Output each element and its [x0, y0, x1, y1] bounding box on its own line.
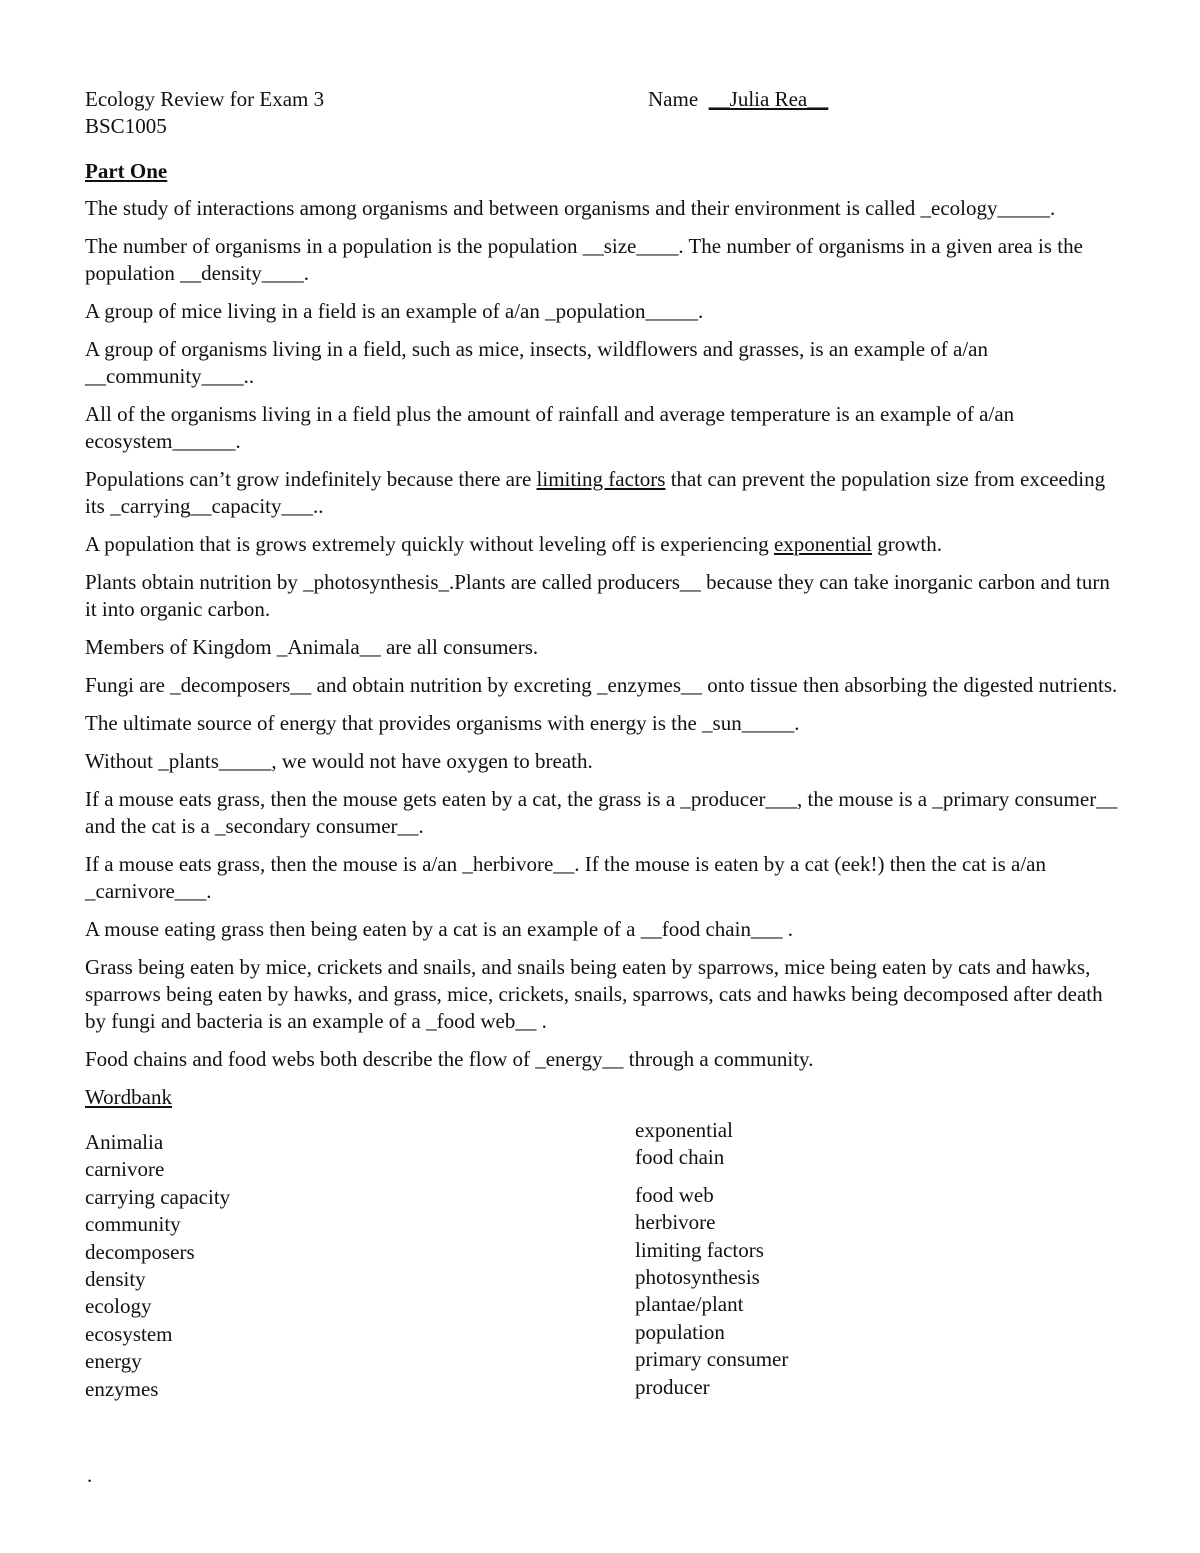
- trailing-mark: .: [87, 1463, 93, 1487]
- wordbank-word: carnivore: [85, 1157, 165, 1182]
- document-title: Ecology Review for Exam 3: [85, 87, 325, 111]
- question-14: If a mouse eats grass, then the mouse is a/an _herbivore__. If the mouse is eaten by a cat (eek!) then the cat is a/an _carnivore___.: [85, 852, 1046, 903]
- wordbank-word: photosynthesis: [635, 1265, 760, 1290]
- wordbank-right-column: [635, 1117, 788, 1401]
- name-value: __Julia Rea__: [708, 87, 829, 111]
- question-1: The study of interactions among organisms and between organisms and their environment is called _ecology_____.: [85, 196, 1056, 220]
- document-page: [85, 86, 1125, 1417]
- wordbank-left-column: [85, 1129, 230, 1403]
- wordbank-word: density: [85, 1267, 146, 1292]
- wordbank-word: plantae/plant: [635, 1292, 744, 1317]
- wordbank-word: population: [635, 1319, 725, 1344]
- wordbank-spacer: [635, 1172, 788, 1182]
- question-7: [85, 531, 1125, 558]
- question-17: Food chains and food webs both describe the flow of _energy__ through a community.: [85, 1047, 814, 1071]
- question-7-text-a: A population that is grows extremely quickly without leveling off is experiencing: [85, 532, 774, 556]
- question-9: Members of Kingdom _Animala__ are all consumers.: [85, 635, 539, 659]
- question-6: [85, 466, 1125, 520]
- question-8: Plants obtain nutrition by _photosynthesis_.Plants are called producers__ because they can take inorganic carbon and turn it into organic carbon.: [85, 570, 1110, 621]
- question-3: A group of mice living in a field is an example of a/an _population_____.: [85, 299, 704, 323]
- wordbank: [85, 1117, 1125, 1417]
- question-6-underlined: limiting factors: [536, 467, 666, 491]
- wordbank-word: herbivore: [635, 1210, 716, 1235]
- question-6-text-a: Populations can’t grow indefinitely because there are: [85, 467, 537, 491]
- question-list: [85, 195, 1125, 1073]
- question-7-underlined: exponential: [773, 532, 872, 556]
- question-7-text-b: growth.: [871, 532, 942, 556]
- name-field: [648, 86, 828, 113]
- wordbank-word: energy: [85, 1349, 142, 1374]
- header-row: [85, 86, 1125, 113]
- wordbank-title: Wordbank: [85, 1085, 172, 1109]
- wordbank-word: primary consumer: [635, 1347, 789, 1372]
- section-title: Part One: [85, 159, 168, 183]
- question-10: Fungi are _decomposers__ and obtain nutrition by excreting _enzymes__ onto tissue then absorbing the digested nutrients.: [85, 673, 1118, 697]
- wordbank-word: Animalia: [85, 1130, 164, 1154]
- name-label: Name: [648, 87, 699, 111]
- question-4: A group of organisms living in a field, such as mice, insects, wildflowers and grasses, is an example of a/an __community____..: [85, 337, 988, 388]
- wordbank-word: carrying capacity: [85, 1184, 231, 1209]
- wordbank-word: ecosystem: [85, 1321, 173, 1346]
- wordbank-word: decomposers: [85, 1239, 195, 1264]
- wordbank-word: community: [85, 1212, 181, 1237]
- wordbank-word: food chain: [635, 1145, 725, 1170]
- course-code: BSC1005: [85, 114, 167, 138]
- wordbank-word: limiting factors: [635, 1237, 764, 1262]
- wordbank-word: exponential: [635, 1118, 733, 1142]
- question-12: Without _plants_____, we would not have oxygen to breath.: [85, 749, 593, 773]
- question-11: The ultimate source of energy that provides organisms with energy is the _sun_____.: [85, 711, 800, 735]
- question-16: Grass being eaten by mice, crickets and snails, and snails being eaten by sparrows, mice being eaten by cats and hawks, sparrows being eaten by hawks, and grass, mice, crickets, snails, sparrows, cats and hawks being decomposed after death by fungi and bacteria is an example of a _food web__ .: [85, 955, 1103, 1033]
- question-13: If a mouse eats grass, then the mouse gets eaten by a cat, the grass is a _producer___, the mouse is a _primary consumer__ and the cat is a _secondary consumer__.: [85, 787, 1118, 838]
- question-2: The number of organisms in a population is the population __size____. The number of organisms in a given area is the population __density____.: [85, 234, 1083, 285]
- wordbank-word: producer: [635, 1374, 710, 1399]
- wordbank-word: ecology: [85, 1294, 152, 1319]
- question-5: All of the organisms living in a field plus the amount of rainfall and average temperature is an example of a/an ecosystem______.: [85, 402, 1015, 453]
- question-6-text-b: that can prevent the population size from exceeding its _carrying__capacity___..: [85, 467, 1106, 518]
- question-15: A mouse eating grass then being eaten by a cat is an example of a __food chain___ .: [85, 917, 793, 941]
- wordbank-word: enzymes: [85, 1376, 159, 1401]
- wordbank-word: food web: [635, 1182, 714, 1207]
